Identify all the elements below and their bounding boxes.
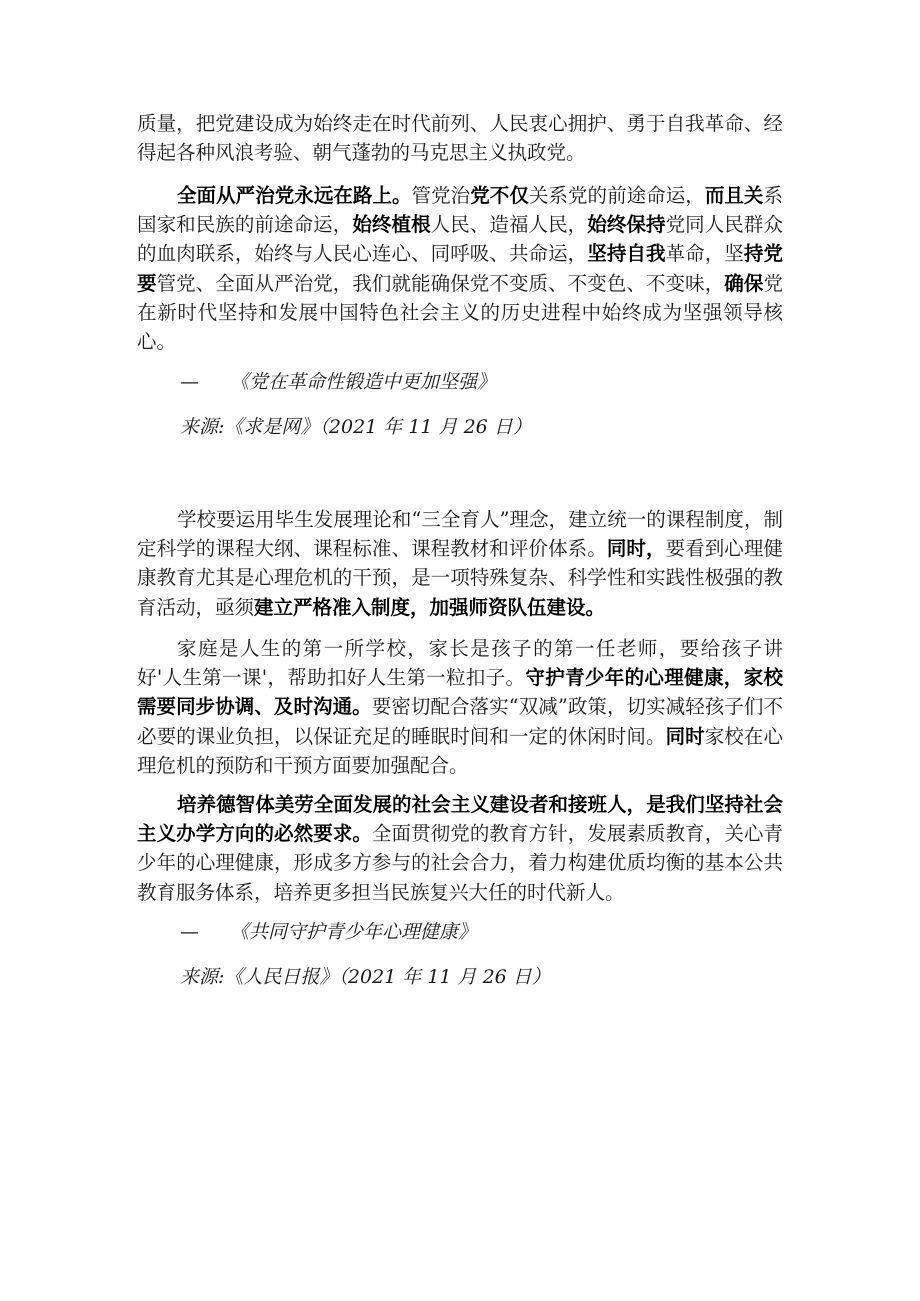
article1-paragraph-2 <box>137 181 783 356</box>
article1-citation <box>180 368 496 396</box>
text-segment: 家庭是人生的第一所学校，家长是孩子的第一任老师，要给孩子讲好'人生第一课'，帮助扣好人生第一粒扣子。 <box>137 637 783 690</box>
citation-dash: — <box>180 921 199 943</box>
text-segment: 党在新时代坚持和发展中国特色社会主义的历史进程中始终成为坚强领导核心。 <box>137 271 783 354</box>
text-segment: 人民、造福人民， <box>430 213 588 237</box>
bold-text-segment: 始终保持 <box>587 213 666 237</box>
article2-paragraph-2 <box>137 634 783 780</box>
bold-text-segment: 同时， <box>606 537 666 561</box>
citation-dash: — <box>180 371 199 393</box>
bold-text-segment: 同时 <box>665 724 705 748</box>
article2-title: 《共同守护青少年心理健康》 <box>230 921 478 943</box>
article2-citation <box>180 918 477 946</box>
bold-text-segment: 持党要 <box>137 242 783 295</box>
bold-text-segment: 培养德智体美劳全面发展的社会主义建设者和接班人，是我们坚持社会主义办学方向的必然要求。 <box>137 793 783 846</box>
text-segment: 革命，坚 <box>665 242 744 266</box>
article2-paragraph-3 <box>137 790 783 907</box>
text-segment: 要密切配合落实“双减”政策，切实减轻孩子们不必要的课业负担，以保证充足的睡眠时间和一定的休闲时间。 <box>137 695 783 748</box>
article1-source: 来源:《求是网》（2021 年 11 月 26 日） <box>180 416 532 438</box>
bold-text-segment: 全面从严治党永远在路上。 <box>177 184 412 207</box>
text-segment: 关系党的前途命运， <box>528 184 705 207</box>
text-segment: 质量，把党建设成为始终走在时代前列、人民衷心拥护、勇于自我革命、经得起各种风浪考验、朝气蓬勃的马克思主义执政党。 <box>137 112 783 165</box>
article1-title: 《党在革命性锻造中更加坚强》 <box>230 371 497 393</box>
text-segment: 学校要运用毕生发展理论和“三全育人”理念，建立统一的课程制度，制定科学的课程大纲、课程标准、课程教材和评价体系。 <box>137 508 783 561</box>
bold-text-segment: 确保 <box>724 271 764 295</box>
text-segment: 全面贯彻党的教育方针，发展素质教育，关心青少年的心理健康，形成多方参与的社会合力，着力构建优质均衡的基本公共教育服务体系，培养更多担当民族复兴大任的时代新人。 <box>137 822 783 904</box>
bold-text-segment: 始终植根 <box>352 213 431 237</box>
text-segment: 管党治 <box>411 184 471 207</box>
article2-source: 来源:《人民日报》（2021 年 11 月 26 日） <box>180 966 551 988</box>
text-segment: 家校在心理危机的预防和干预方面要加强配合。 <box>137 724 783 777</box>
text-segment: 系国家和民族的前途命运， <box>137 184 783 237</box>
bold-text-segment: 守护青少年的心理健康，家校需要同步协调、及时沟通。 <box>137 666 783 719</box>
article2-paragraph-1 <box>137 505 783 622</box>
bold-text-segment: 坚持自我 <box>587 242 666 266</box>
article1-paragraph-1 <box>137 109 783 167</box>
text-segment: 要看到心理健康教育尤其是心理危机的干预，是一项特殊复杂、科学性和实践性极强的教育活动，亟须 <box>137 537 783 619</box>
bold-text-segment: 而且关 <box>704 184 764 207</box>
text-segment: 管党、全面从严治党，我们就能确保党不变质、不变色、不变味， <box>156 271 725 295</box>
text-segment: 党同人民群众的血肉联系，始终与人民心连心、同呼吸、共命运， <box>137 213 783 266</box>
bold-text-segment: 建立严格准入制度，加强师资队伍建设。 <box>254 595 606 619</box>
bold-text-segment: 党不仅 <box>470 184 529 207</box>
